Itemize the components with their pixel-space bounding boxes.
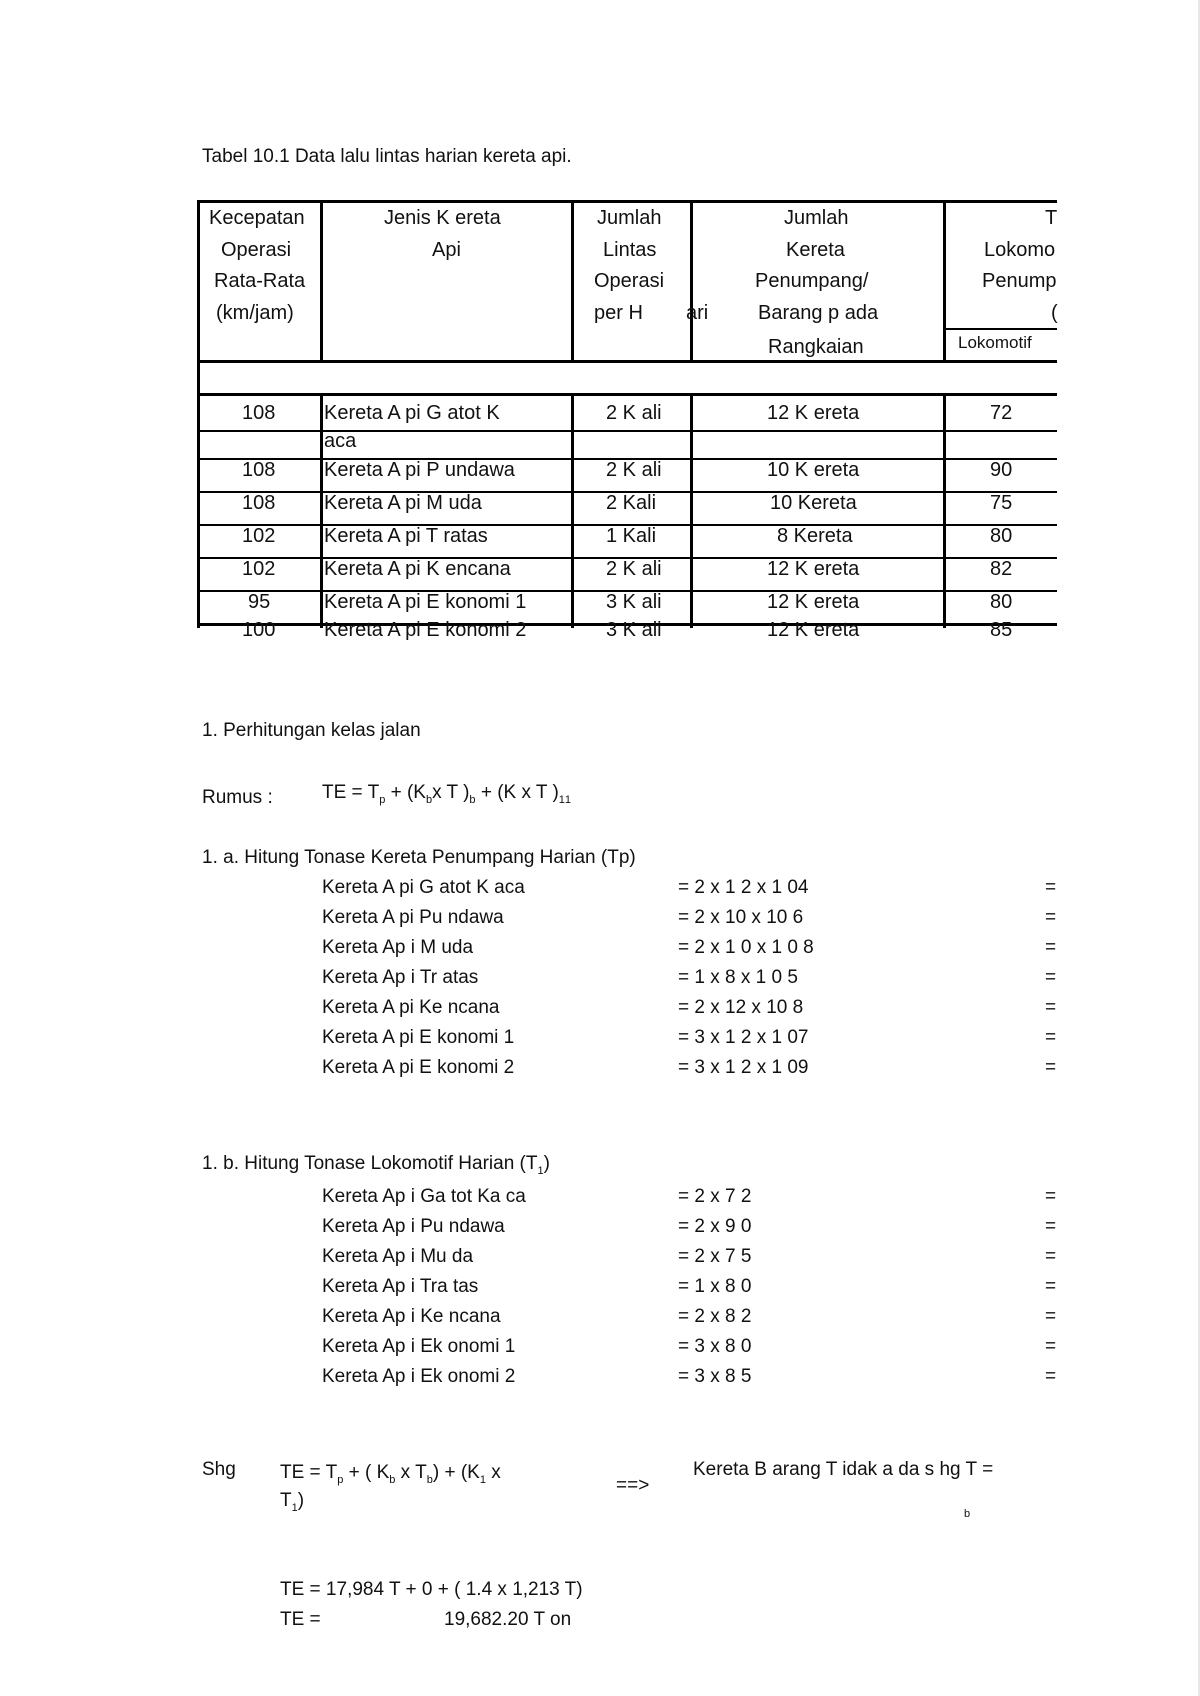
row5-name: Kereta A pi K encana xyxy=(324,558,511,580)
header-kereta-3: Penumpang/ xyxy=(755,270,869,292)
t1-line-expression: = 2 x 7 5 xyxy=(678,1246,752,1267)
header-type-2: Api xyxy=(432,239,461,261)
t1-line-expression: = 3 x 8 0 xyxy=(678,1336,752,1357)
t1-line-train-name: Kereta Ap i Pu ndawa xyxy=(322,1216,505,1237)
row4-name: Kereta A pi T ratas xyxy=(324,525,488,547)
row7-lok: 85 xyxy=(990,619,1013,641)
row1-name: Kereta A pi G atot K xyxy=(324,402,500,424)
row6-kereta: 12 K ereta xyxy=(767,591,860,613)
row4-speed: 102 xyxy=(242,525,276,547)
row1-lok: 72 xyxy=(990,402,1013,424)
implies-arrow: ==> xyxy=(616,1475,650,1496)
col-divider xyxy=(571,393,574,628)
col-divider xyxy=(320,393,323,628)
rumus-label: Rumus : xyxy=(202,787,273,808)
row4-lok: 80 xyxy=(990,525,1013,547)
header-kereta-5: Rangkaian xyxy=(768,336,864,358)
section1-title: 1. Perhitungan kelas jalan xyxy=(202,720,421,741)
summary-note-sub: b xyxy=(964,1508,971,1520)
row2-lok: 90 xyxy=(990,459,1013,481)
t1-line-train-name: Kereta Ap i Ga tot Ka ca xyxy=(322,1186,526,1207)
t1-line-expression: = 2 x 8 2 xyxy=(678,1306,752,1327)
tp-line-train-name: Kereta Ap i M uda xyxy=(322,937,474,958)
t1-line-equals: = xyxy=(1045,1306,1057,1327)
tp-line-train-name: Kereta A pi Pu ndawa xyxy=(322,907,504,928)
t1-line-equals: = xyxy=(1045,1336,1057,1357)
result-line-1: TE = 17,984 T + 0 + ( 1.4 x 1,213 T) xyxy=(280,1579,583,1600)
rumus-formula: TE = $T_p + (K_bx$ T )$_b + (K$ x T )$_{11}$ xyxy=(322,782,572,806)
header-lok-3: Penump xyxy=(982,270,1057,292)
tp-line-equals: = xyxy=(1045,937,1057,958)
row3-kereta: 10 Kereta xyxy=(770,492,857,514)
header-kereta-2: Kereta xyxy=(786,239,845,261)
row7-kereta: 12 K ereta xyxy=(767,619,860,641)
summary-formula-line2: $T_1$) xyxy=(280,1490,305,1514)
header-type-1: Jenis K ereta xyxy=(384,207,501,229)
result-value: 19,682.20 T on xyxy=(444,1609,572,1630)
row6-lok: 80 xyxy=(990,591,1013,613)
t1-line-train-name: Kereta Ap i Ke ncana xyxy=(322,1306,501,1327)
header-lok-2: Lokomo xyxy=(984,239,1056,261)
row6-lintas: 3 K ali xyxy=(606,591,662,613)
row1-lintas: 2 K ali xyxy=(606,402,662,424)
header-speed-4: (km/jam) xyxy=(216,302,294,324)
col-divider xyxy=(690,393,693,628)
t1-line-train-name: Kereta Ap i Tra tas xyxy=(322,1276,479,1297)
row5-lintas: 2 K ali xyxy=(606,558,662,580)
t1-line-train-name: Kereta Ap i Ek onomi 1 xyxy=(322,1336,516,1357)
tp-line-equals: = xyxy=(1045,997,1057,1018)
row6-name: Kereta A pi E konomi 1 xyxy=(324,591,527,613)
row7-lintas: 3 K ali xyxy=(606,619,662,641)
row1-name-cont: aca xyxy=(324,430,357,452)
col-divider xyxy=(571,200,574,363)
tp-line-train-name: Kereta Ap i Tr atas xyxy=(322,967,479,988)
table-border-top xyxy=(197,200,1057,203)
header-lintas-1: Jumlah xyxy=(597,207,662,229)
t1-line-equals: = xyxy=(1045,1246,1057,1267)
tp-line-equals: = xyxy=(1045,877,1057,898)
tp-line-equals: = xyxy=(1045,1057,1057,1078)
result-label: TE = xyxy=(280,1609,321,1630)
tp-line-expression: = 3 x 1 2 x 1 07 xyxy=(678,1027,809,1048)
tp-line-train-name: Kereta A pi G atot K aca xyxy=(322,877,525,898)
header-lintas-2: Lintas xyxy=(603,239,657,261)
tp-line-train-name: Kereta A pi E konomi 1 xyxy=(322,1027,515,1048)
row5-lok: 82 xyxy=(990,558,1013,580)
shg-label: Shg xyxy=(202,1459,236,1480)
traffic-table xyxy=(197,200,1058,641)
t1-line-equals: = xyxy=(1045,1216,1057,1237)
row3-lok: 75 xyxy=(990,492,1013,514)
row1-kereta: 12 K ereta xyxy=(767,402,860,424)
summary-note: Kereta B arang T idak a da s hg T = xyxy=(693,1459,994,1480)
row2-kereta: 10 K ereta xyxy=(767,459,860,481)
t1-line-train-name: Kereta Ap i Ek onomi 2 xyxy=(322,1366,516,1387)
row6-speed: 95 xyxy=(248,591,271,613)
tp-line-train-name: Kereta A pi E konomi 2 xyxy=(322,1057,515,1078)
header-lokomotif: Lokomotif xyxy=(958,333,1032,352)
tp-line-equals: = xyxy=(1045,967,1057,988)
row2-name: Kereta A pi P undawa xyxy=(324,459,515,481)
header-lintas-3: Operasi xyxy=(594,270,665,292)
t1-line-equals: = xyxy=(1045,1186,1057,1207)
header-lok-1: T xyxy=(1045,207,1058,229)
tp-line-expression: = 2 x 1 0 x 1 0 8 xyxy=(678,937,814,958)
sub-header-line xyxy=(943,328,1057,330)
row4-kereta: 8 Kereta xyxy=(777,525,853,547)
header-lok-4: ( xyxy=(1051,302,1058,324)
tp-line-train-name: Kereta A pi Ke ncana xyxy=(322,997,500,1018)
header-kereta-1: Jumlah xyxy=(784,207,849,229)
row3-name: Kereta A pi M uda xyxy=(324,492,482,514)
tp-line-expression: = 2 x 1 2 x 1 04 xyxy=(678,877,809,898)
t1-line-expression: = 2 x 9 0 xyxy=(678,1216,752,1237)
row5-speed: 102 xyxy=(242,558,276,580)
row1-speed: 108 xyxy=(242,402,276,424)
header-speed-3: Rata-Rata xyxy=(214,270,306,292)
col-divider xyxy=(943,200,946,363)
header-speed-1: Kecepatan xyxy=(209,207,305,229)
row-line xyxy=(197,393,1057,396)
table-caption: Tabel 10.1 Data lalu lintas harian kereta api. xyxy=(202,146,572,167)
header-lintas-4: per H xyxy=(594,302,643,324)
t1-line-equals: = xyxy=(1045,1366,1057,1387)
t1-line-equals: = xyxy=(1045,1276,1057,1297)
row4-lintas: 1 Kali xyxy=(606,525,657,547)
t1-line-train-name: Kereta Ap i Mu da xyxy=(322,1246,474,1267)
row5-kereta: 12 K ereta xyxy=(767,558,860,580)
row7-name: Kereta A pi E konomi 2 xyxy=(324,619,527,641)
row7-speed: 100 xyxy=(242,619,276,641)
row2-speed: 108 xyxy=(242,459,276,481)
row3-speed: 108 xyxy=(242,492,276,514)
header-lintas-5: ari xyxy=(686,302,709,324)
header-kereta-4: Barang p ada xyxy=(758,302,879,324)
col-divider xyxy=(690,200,693,363)
section1b-title: 1. b. Hitung Tonase Lokomotif Harian $(T_1)$ xyxy=(202,1153,550,1177)
header-bottom-line xyxy=(197,360,1057,363)
col-divider xyxy=(943,393,946,628)
tp-line-expression: = 2 x 10 x 10 6 xyxy=(678,907,804,928)
tp-line-expression: = 1 x 8 x 1 0 5 xyxy=(678,967,798,988)
row2-lintas: 2 K ali xyxy=(606,459,662,481)
tp-line-expression: = 2 x 12 x 10 8 xyxy=(678,997,804,1018)
t1-line-expression: = 1 x 8 0 xyxy=(678,1276,752,1297)
summary-formula: TE = $T_p$ + ( $K_b$ x $T_b) + (K_1$ x xyxy=(280,1462,501,1486)
col-divider xyxy=(320,200,323,363)
tp-line-equals: = xyxy=(1045,907,1057,928)
t1-line-expression: = 2 x 7 2 xyxy=(678,1186,752,1207)
tp-line-equals: = xyxy=(1045,1027,1057,1048)
table-border-left xyxy=(197,200,200,628)
row3-lintas: 2 Kali xyxy=(606,492,657,514)
header-speed-2: Operasi xyxy=(221,239,292,261)
t1-line-expression: = 3 x 8 5 xyxy=(678,1366,752,1387)
section1a-title: 1. a. Hitung Tonase Kereta Penumpang Harian (Tp) xyxy=(202,847,636,868)
tp-line-expression: = 3 x 1 2 x 1 09 xyxy=(678,1057,809,1078)
